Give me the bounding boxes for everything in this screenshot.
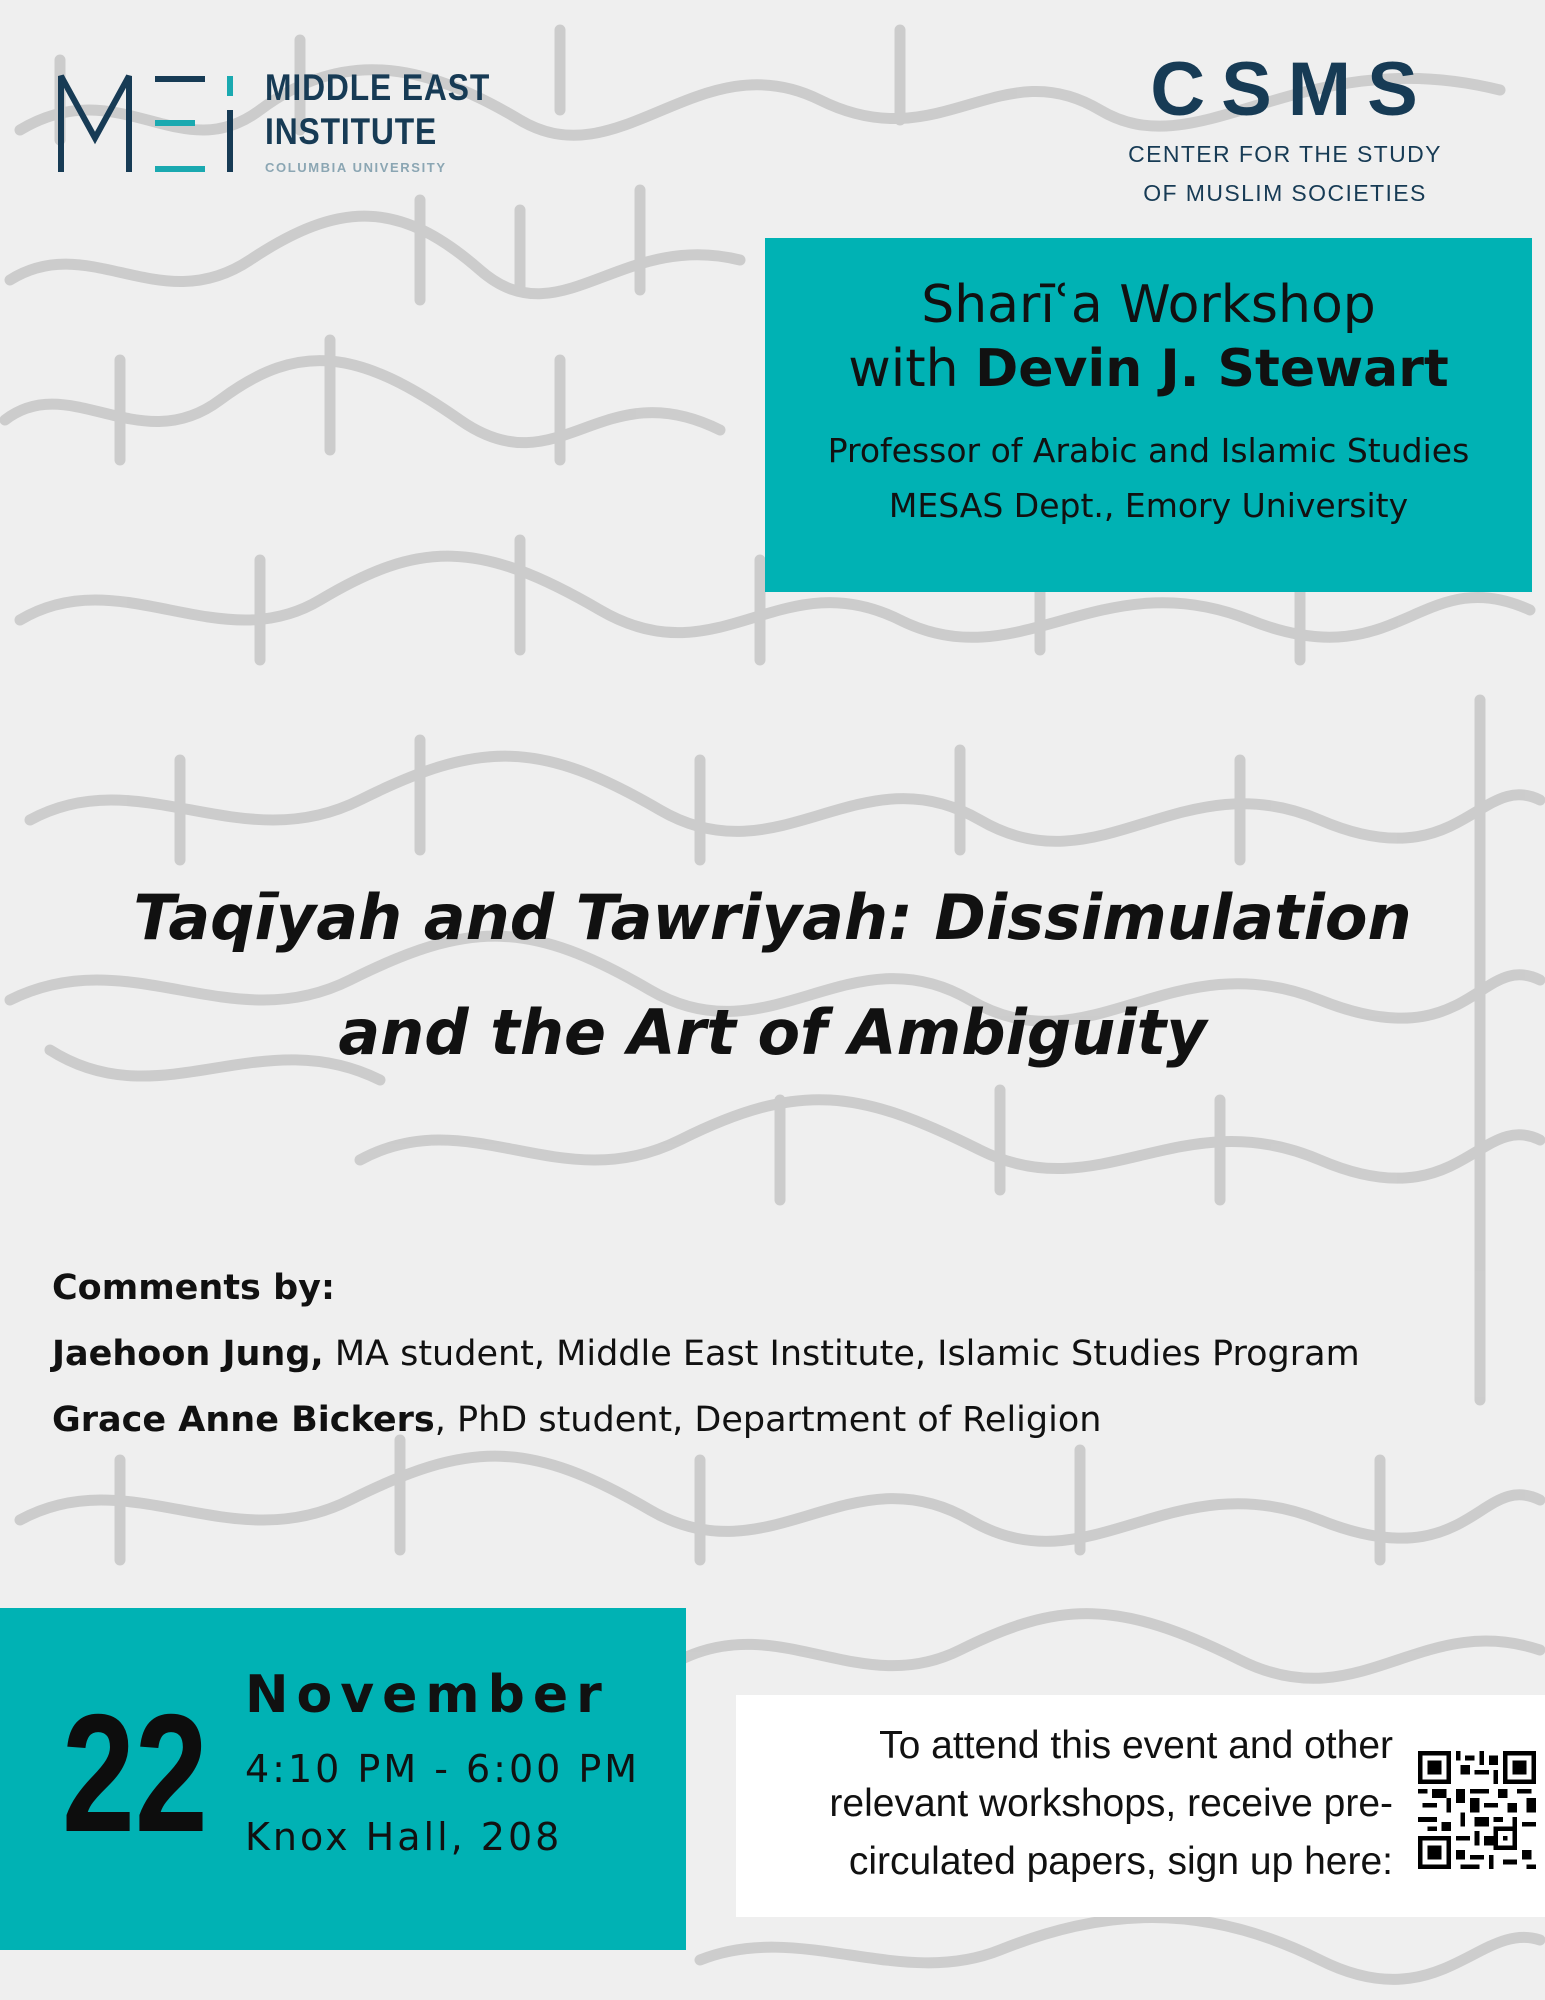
speaker-prefix: with <box>848 339 976 399</box>
signup-text <box>743 1717 1393 1891</box>
workshop-info-box <box>765 238 1532 592</box>
csms-sub-line1: CENTER FOR THE STUDY <box>1128 141 1442 167</box>
commentator-row <box>52 1321 1522 1387</box>
workshop-speaker-line <box>765 337 1532 401</box>
commentator-desc: MA student, Middle East Institute, Islamic Studies Program <box>323 1334 1360 1374</box>
speaker-name: Devin J. Stewart <box>975 339 1449 399</box>
csms-logo <box>1105 48 1465 210</box>
talk-title-line2: and the Art of Ambiguity <box>338 996 1207 1069</box>
signup-line1: To attend this event and other <box>879 1724 1393 1767</box>
mei-monogram-icon <box>55 68 235 176</box>
signup-line2: relevant workshops, receive pre- <box>829 1782 1393 1825</box>
commentator-name: Jaehoon Jung, <box>52 1334 324 1374</box>
mei-subtitle: COLUMBIA UNIVERSITY <box>265 160 447 175</box>
signup-box <box>736 1695 1545 1917</box>
csms-sub-line2: OF MUSLIM SOCIETIES <box>1143 180 1427 206</box>
csms-title: CSMS <box>1150 47 1434 132</box>
signup-line3: circulated papers, sign up here: <box>848 1840 1393 1883</box>
speaker-affiliation <box>765 423 1532 533</box>
qr-code-icon[interactable] <box>1418 1751 1536 1869</box>
comments-heading <box>52 1255 1522 1321</box>
event-day: 22 <box>62 1679 208 1867</box>
commentators-section <box>52 1255 1522 1453</box>
speaker-role-line2: MESAS Dept., Emory University <box>888 486 1409 525</box>
comments-heading-text: Comments by: <box>52 1268 335 1308</box>
speaker-role-line1: Professor of Arabic and Islamic Studies <box>827 431 1470 470</box>
mei-name-line2: INSTITUTE <box>265 111 438 152</box>
workshop-name: Sharīʿa Workshop <box>921 275 1376 335</box>
commentator-name: Grace Anne Bickers <box>52 1400 435 1440</box>
commentator-desc: , PhD student, Department of Religion <box>434 1400 1102 1440</box>
mei-name-line1: MIDDLE EAST <box>265 67 491 108</box>
mei-wordmark <box>265 66 527 175</box>
talk-title <box>40 860 1505 1090</box>
event-location: Knox Hall, 208 <box>245 1815 563 1859</box>
event-date-box <box>0 1608 686 1950</box>
event-month: November <box>245 1665 610 1725</box>
commentator-row <box>52 1387 1522 1453</box>
talk-title-line1: Taqīyah and Tawriyah: Dissimulation <box>133 881 1412 954</box>
event-time: 4:10 PM - 6:00 PM <box>245 1747 641 1791</box>
